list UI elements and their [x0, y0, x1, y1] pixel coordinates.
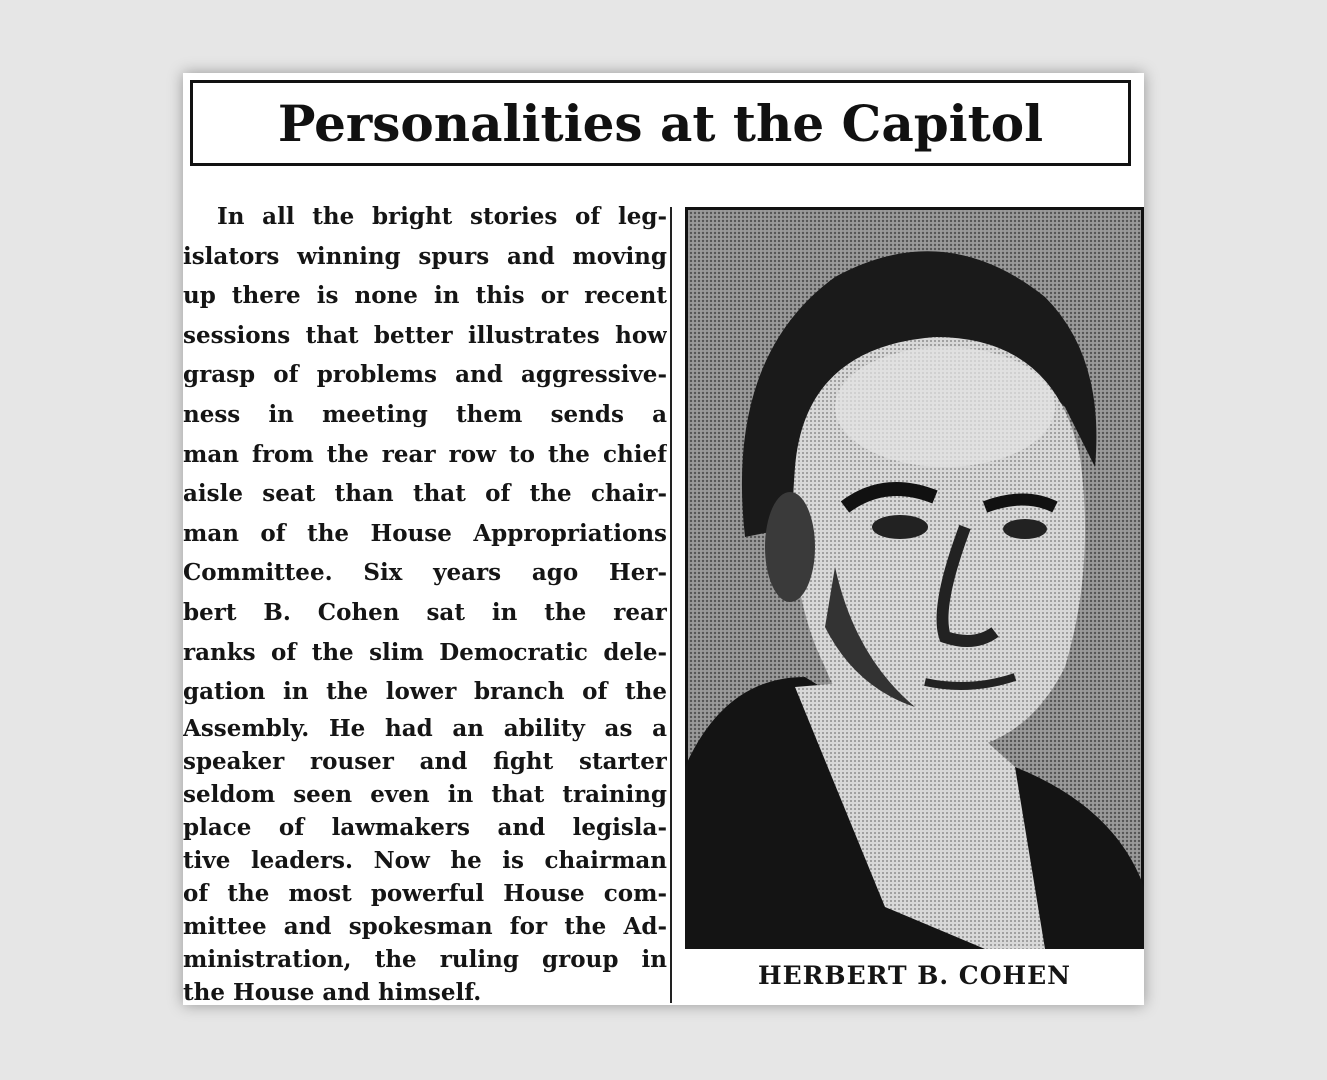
text-line: sessions that better illustrates how: [183, 321, 667, 349]
column-divider: [670, 207, 672, 1003]
text-line: islators winning spurs and moving: [183, 242, 667, 270]
text-line: ministration, the ruling group in: [183, 945, 667, 973]
text-line: aisle seat than that of the chair-: [183, 480, 667, 508]
text-line: man of the House Appropriations: [183, 519, 667, 547]
text-line: grasp of problems and aggressive-: [183, 361, 667, 389]
text-line: gation in the lower branch of the: [183, 678, 667, 706]
portrait-photo: [685, 207, 1144, 949]
newspaper-clipping: [183, 73, 1144, 1005]
text-line: up there is none in this or recent: [183, 282, 667, 310]
text-line: In all the bright stories of leg-: [217, 203, 667, 230]
text-line: ness in meeting them sends a: [183, 400, 667, 428]
text-line: mittee and spokesman for the Ad-: [183, 912, 667, 940]
article-body: [183, 197, 667, 1009]
text-line: place of lawmakers and legisla-: [183, 813, 667, 841]
text-line: bert B. Cohen sat in the rear: [183, 598, 667, 626]
text-line: the House and himself.: [183, 978, 482, 1006]
photo-caption: HERBERT B. COHEN: [757, 961, 1072, 990]
text-line: speaker rouser and fight starter: [183, 747, 667, 775]
text-line: tive leaders. Now he is chairman: [183, 846, 667, 874]
text-line: man from the rear row to the chief: [183, 440, 667, 468]
headline-box: [190, 80, 1131, 166]
text-line: ranks of the slim Democratic dele-: [183, 638, 667, 666]
text-line: of the most powerful House com-: [183, 879, 667, 907]
text-line: Assembly. He had an ability as a: [183, 714, 667, 742]
text-line: seldom seen even in that training: [183, 780, 667, 808]
text-line: Committee. Six years ago Her-: [183, 559, 667, 587]
headline: Personalities at the Capitol: [277, 93, 1044, 153]
